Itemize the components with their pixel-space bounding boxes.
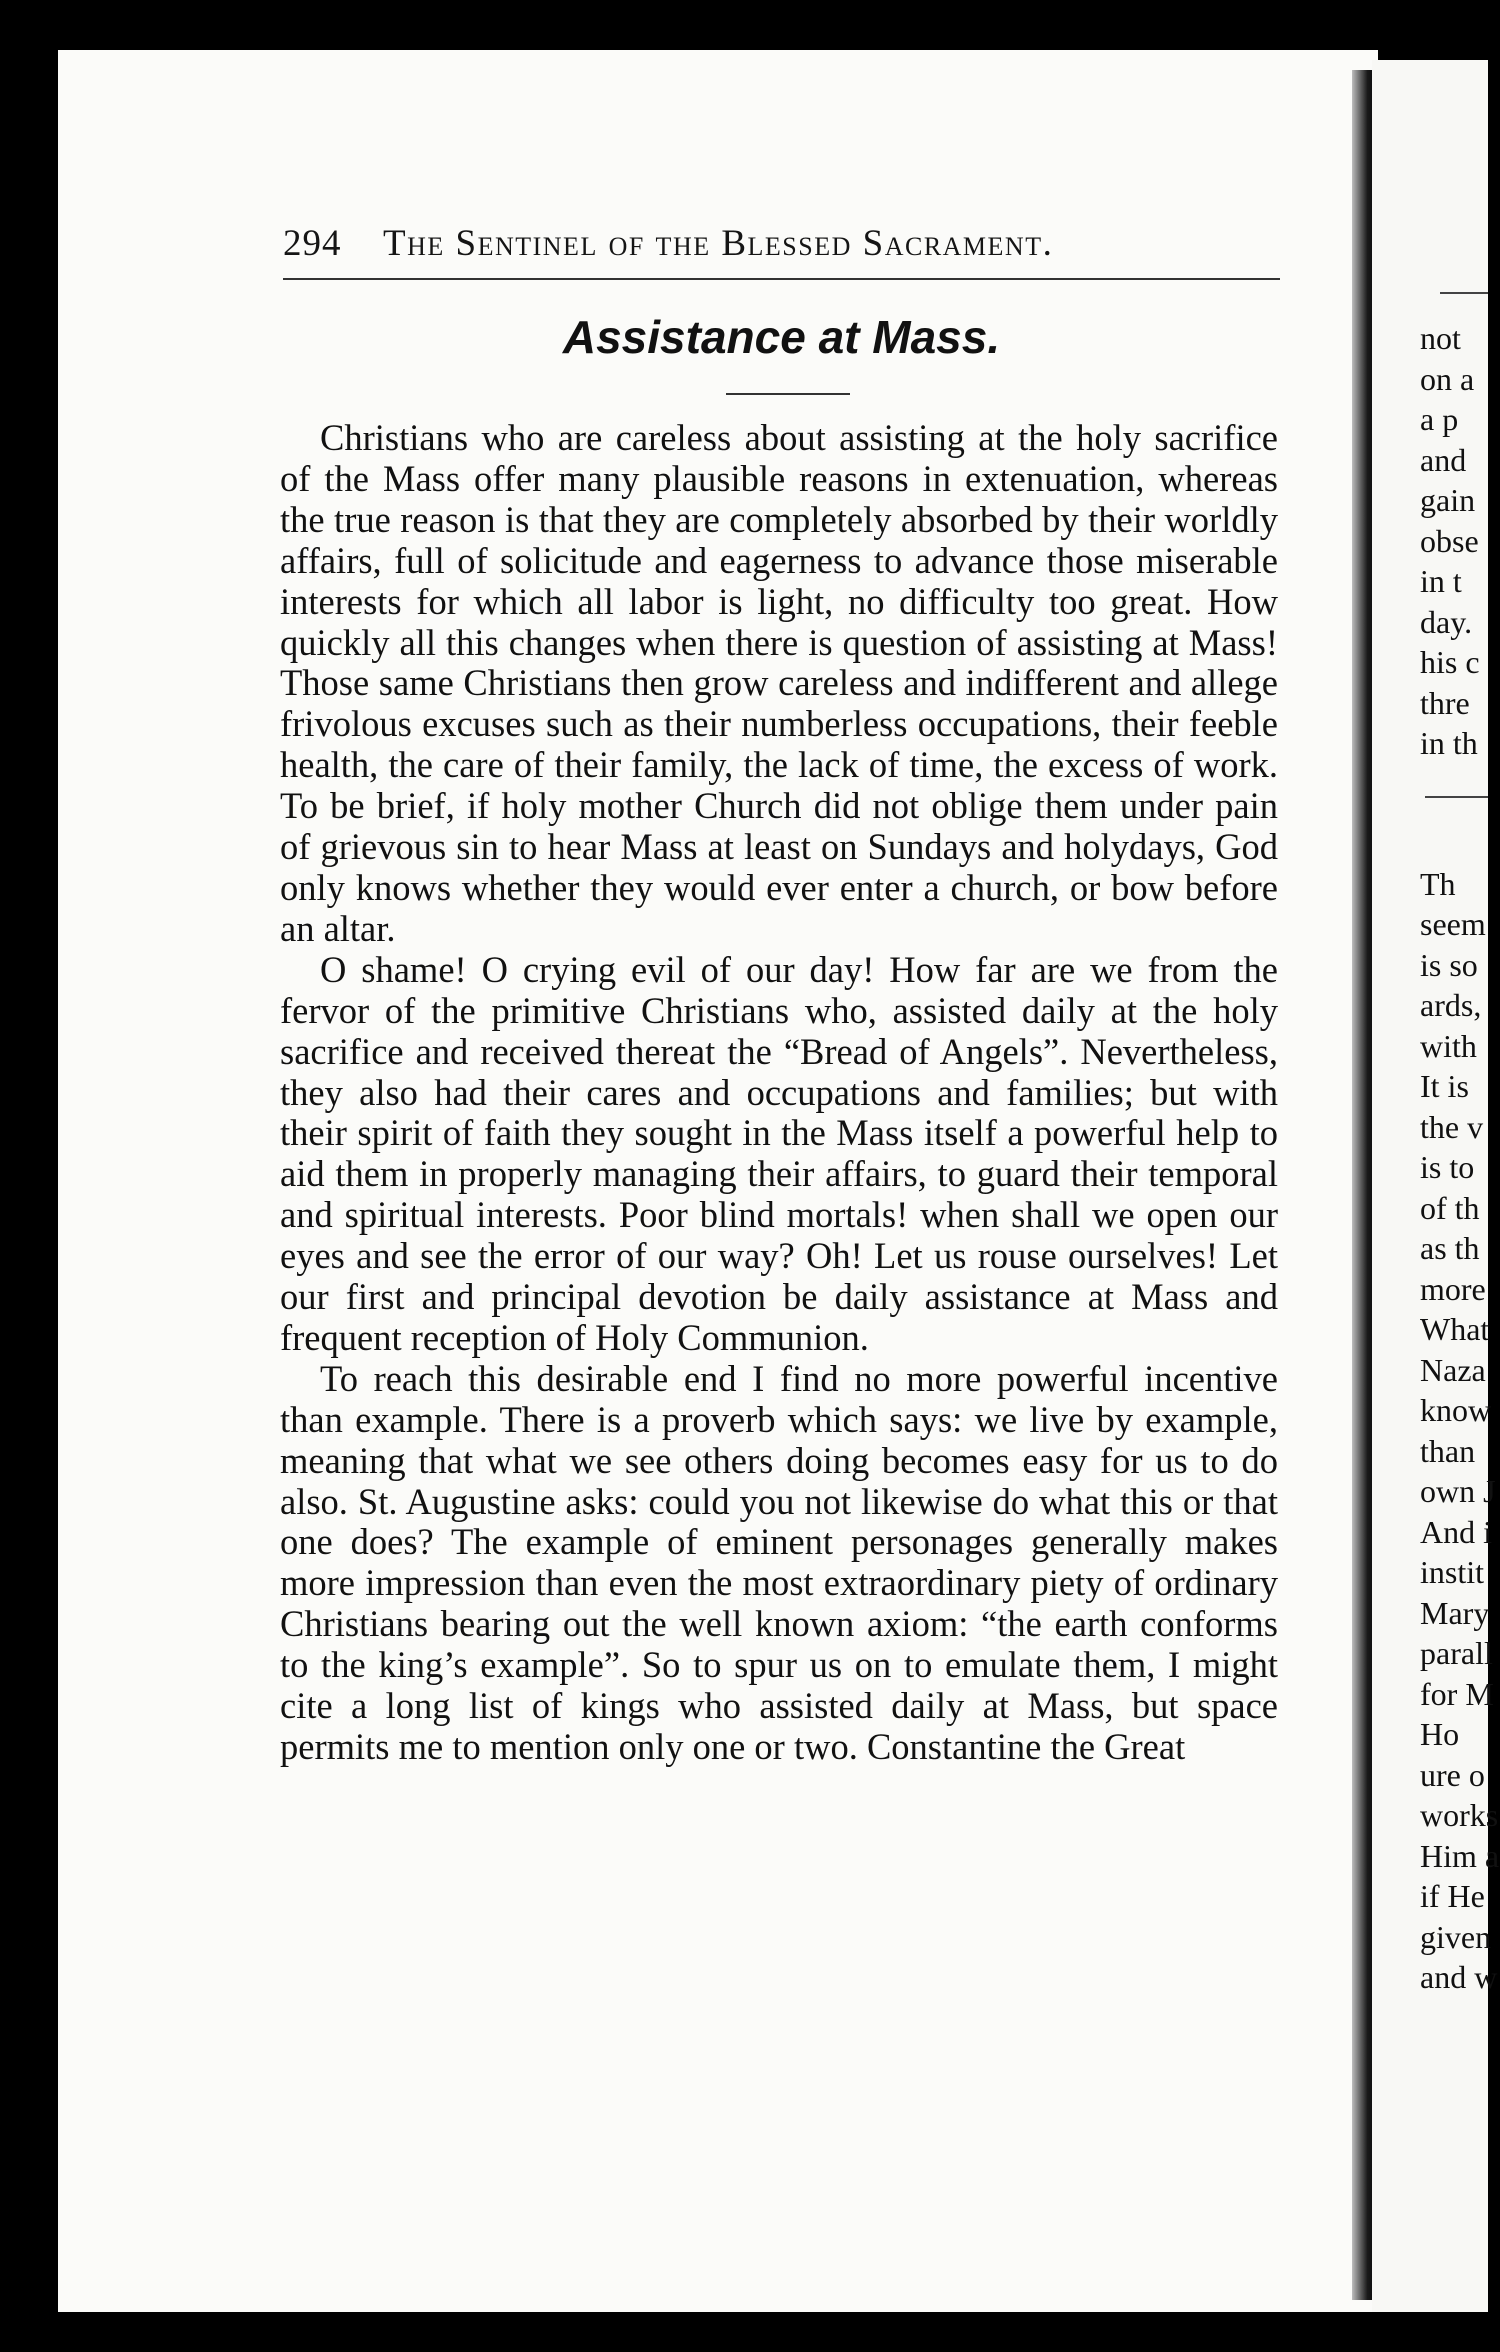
facing-page-line: Th: [1420, 865, 1456, 902]
facing-block-3: [1420, 1714, 1500, 1998]
facing-page-line: if He: [1420, 1878, 1485, 1914]
facing-page-line: is to: [1420, 1149, 1475, 1185]
facing-page-line: Naza: [1420, 1351, 1486, 1388]
header-divider: [283, 278, 1280, 280]
facing-page-line: Mary: [1420, 1594, 1490, 1631]
facing-page-line: more: [1420, 1270, 1486, 1307]
facing-page-line: of th: [1420, 1189, 1480, 1226]
facing-page-line: on a: [1420, 360, 1475, 397]
article-title: Assistance at Mass.: [562, 311, 1001, 363]
facing-page-line: seem: [1420, 906, 1486, 942]
facing-page-line: thre: [1420, 684, 1470, 721]
facing-page-line: ards,: [1420, 987, 1482, 1023]
facing-page-line: ure o: [1420, 1756, 1485, 1793]
facing-page-line: given: [1420, 1918, 1492, 1955]
facing-page-line: And i: [1420, 1513, 1492, 1550]
running-title: The Sentinel of the Blessed Sacrament.: [383, 223, 1054, 264]
facing-page-line: as th: [1420, 1230, 1480, 1266]
facing-page-line: with: [1420, 1027, 1477, 1064]
facing-page-line: works: [1420, 1797, 1499, 1833]
facing-page-line: Him a: [1420, 1837, 1500, 1874]
facing-block-2: [1420, 864, 1500, 1715]
facing-page-header-rule: [1440, 292, 1488, 294]
facing-page-line: parall: [1420, 1635, 1493, 1671]
facing-block-1: [1420, 318, 1500, 764]
facing-page-line: in th: [1420, 725, 1478, 761]
page-number: 294: [283, 223, 342, 264]
facing-page-line: What: [1420, 1311, 1490, 1347]
facing-page-line: in t: [1420, 563, 1462, 599]
facing-page-line: obse: [1420, 522, 1479, 559]
paragraph: O shame! O crying evil of our day! How far are we from the fervor of the primitive Christians who, assisted daily at the holy sacrifice and received thereat the “Bread of Angels”. Nevertheless, they also had their cares and occupations and families; but with their spirit of faith they sought in the Mass itself a powerful help to aid them in properly managing their affairs, to guard their temporal and spiritual interests. Poor blind mortals! when shall we open our eyes and see the error of our way? Oh! Let us rouse ourselves! Let our first and principal devotion be daily assistance at Mass and frequent reception of Holy Communion.: [280, 948, 1278, 1358]
facing-page-line: day.: [1420, 603, 1473, 640]
facing-page-line: than: [1420, 1432, 1476, 1469]
facing-page-text: [1420, 318, 1500, 1998]
facing-page-line: It is: [1420, 1068, 1469, 1104]
facing-page-line: for M: [1420, 1675, 1494, 1712]
facing-page-line: know: [1420, 1392, 1492, 1428]
facing-page-line: own J: [1420, 1473, 1496, 1509]
paragraph: To reach this desirable end I find no more powerful incentive than example. There is a proverb which says: we live by example, meaning that what we see others doing becomes easy for us to do also. St. Augustine asks: could you not likewise do what this or that one does? The example of eminent personages generally makes more impression than even the most extraordinary piety of ordinary Christians bearing out the well known axiom: “the earth conforms to the king’s example”. So to spur us on to emulate them, I might cite a long list of kings who assisted daily at Mass, but space permits me to mention only one or two. Constantine the Great: [280, 1357, 1278, 1767]
article-body: [280, 418, 1278, 1768]
facing-page-line: Ho: [1420, 1716, 1460, 1752]
facing-page-line: and: [1420, 441, 1467, 478]
running-header: [283, 222, 1253, 268]
facing-page-line: and w: [1420, 1959, 1498, 1995]
facing-page-line: instit: [1420, 1554, 1485, 1590]
facing-page-line: his c: [1420, 644, 1480, 680]
facing-page-line: a p: [1420, 401, 1459, 437]
facing-page-line: is so: [1420, 946, 1478, 983]
facing-page-line: not: [1420, 320, 1461, 356]
facing-page-line: the v: [1420, 1108, 1484, 1145]
paragraph: Christians who are careless about assisting at the holy sacrifice of the Mass offer many plausible reasons in extenuation, whereas the true reason is that they are completely absorbed by their worldly affairs, full of solicitude and eagerness to advance those miserable interests for which all labor is light, no difficulty too great. How quickly all this changes when there is question of assisting at Mass! Those same Christians then grow careless and indifferent and allege frivolous excuses such as their numberless occupations, their feeble health, the care of their family, the lack of time, the excess of work. To be brief, if holy mother Church did not oblige them under pain of grievous sin to hear Mass at least on Sundays and holydays, God only knows whether they would ever enter a church, or bow before an altar.: [280, 417, 1278, 949]
title-divider: [726, 393, 850, 395]
facing-page-line: gain: [1420, 482, 1476, 518]
